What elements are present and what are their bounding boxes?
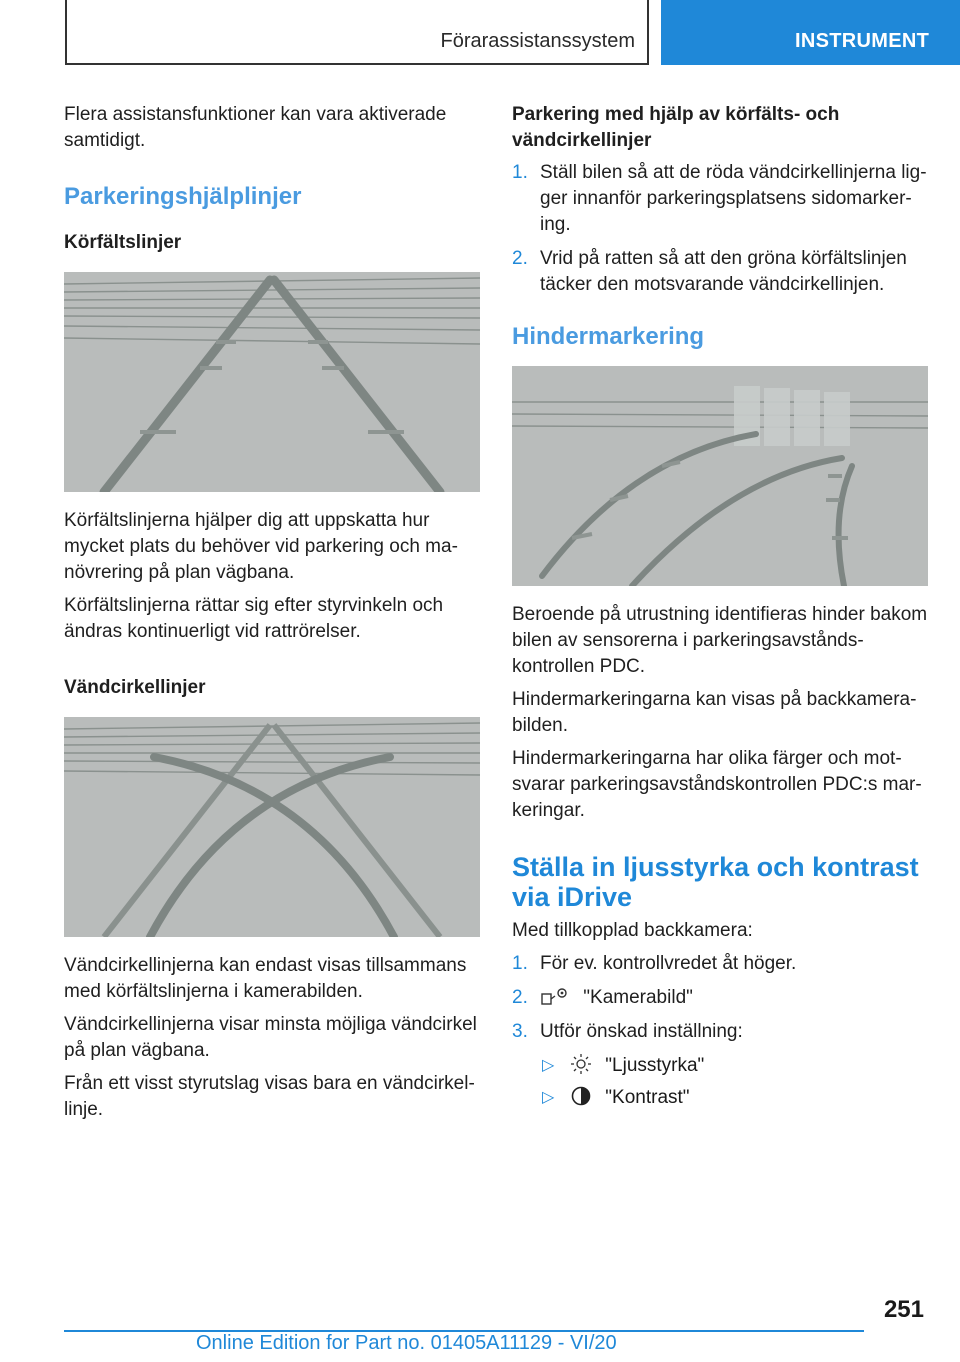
bullet-marker: ▷ [542,1089,555,1106]
step-number: 3. [512,1021,528,1042]
step-number: 2. [512,248,528,269]
turning-lines-text-1: Vändcirkellinjerna kan endast visas tillsammans med körfältslinjerna i kamerabilden. [64,955,467,1002]
step-text: För ev. kontrollvredet åt höger. [540,953,797,974]
obstacle-text-2: Hindermarkeringarna kan visas på backkamerabilden. [512,689,917,736]
page-number: 251 [883,1296,924,1323]
list-item [512,985,928,1011]
list-item [512,246,928,298]
section-tab-label: INSTRUMENT [795,30,930,52]
figure-background [512,366,928,586]
brightness-intro: Med tillkopplad backkamera: [512,920,753,941]
list-item [512,1085,928,1111]
footer-edition: Online Edition for Part no. 01405A11129 - VI/20 [196,1332,617,1354]
obstacle-text-1: Beroende på utrustning identifieras hinder bakom bilen av sensorerna i parkeringsavståndskontrollen PDC. [512,604,928,677]
option-text: "Kontrast" [605,1087,690,1108]
list-item [512,1053,928,1079]
parking-steps [512,160,928,298]
lane-lines-text-1: Körfältslinjerna hjälper dig att uppskatta hur mycket plats du behöver vid parkering och manövrering på plan vägbana. [64,510,458,583]
right-column [512,102,928,1117]
step-text: Utför önskad inställning: [540,1021,743,1042]
step-number: 1. [512,162,528,183]
brightness-icon [570,1053,592,1075]
list-item [512,160,928,238]
obstacle-text-3: Hindermarkeringarna har olika färger och motsvarar parkeringsavståndskontrollen PDC:s markeringar. [512,748,922,821]
turning-lines-figure [64,717,480,937]
brightness-steps [512,951,928,1045]
subheading-parking-with-lines: Parkering med hjälp av körfälts- och vändcirkellinjer [512,104,840,151]
step-number: 1. [512,953,528,974]
heading-brightness-contrast: Ställa in ljusstyrka och kontrast via iDrive [512,852,919,912]
list-item [512,1019,928,1045]
step-number: 2. [512,987,528,1008]
bullet-marker: ▷ [542,1057,555,1074]
left-column [64,102,480,1130]
obstacle-marking-figure [512,366,928,586]
turning-lines-text-2: Vändcirkellinjerna visar minsta möjliga vändcirkel på plan vägbana. [64,1014,477,1061]
list-item [512,951,928,977]
option-text: "Ljusstyrka" [605,1055,705,1076]
intro-text: Flera assistansfunktioner kan vara aktiverade samtidigt. [64,104,447,151]
subheading-turning-lines: Vändcirkellinjer [64,677,206,698]
section-tab[interactable] [661,0,960,65]
subheading-lane-lines: Körfältslinjer [64,232,182,253]
lane-lines-text-2: Körfältslinjerna rättar sig efter styrvinkeln och ändras kontinuerligt vid rattrörelser. [64,595,444,642]
turning-lines-text-3: Från ett visst styrutslag visas bara en vändcirkellinje. [64,1073,475,1120]
step-text: Ställ bilen så att de röda vändcirkellinjerna ligger innanför parkeringsplatsens sidomarkering. [540,162,927,235]
camera-settings-icon [540,985,570,1007]
chapter-title: Förarassistanssystem [440,30,635,52]
lane-lines-figure [64,272,480,492]
heading-obstacle-marking: Hindermarkering [512,323,705,350]
setting-options [512,1053,928,1111]
step-text: Vrid på ratten så att den gröna körfältslinjen täcker den motsvarande vändcirkellinjen. [540,248,907,295]
heading-parking-guide-lines: Parkeringshjälplinjer [64,183,302,210]
contrast-icon [570,1085,592,1107]
header-chapter-box [65,0,649,65]
step-text: "Kamerabild" [583,987,693,1008]
